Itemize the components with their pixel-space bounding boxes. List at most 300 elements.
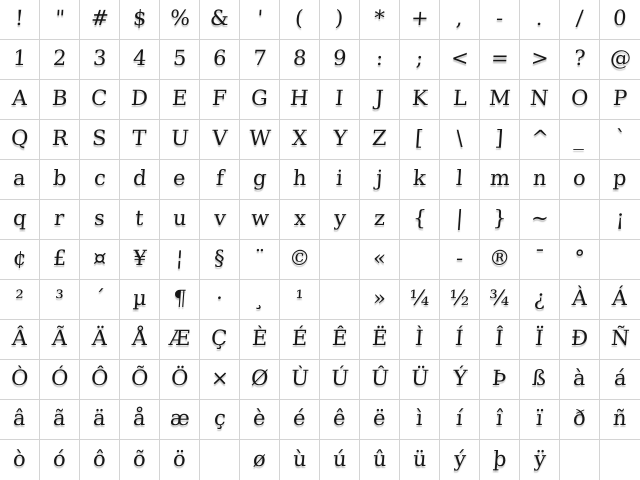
glyph: l: [455, 166, 464, 190]
glyph-cell[interactable]: [560, 0, 600, 40]
glyph: á: [613, 366, 628, 390]
glyph-cell[interactable]: [160, 0, 200, 40]
glyph-cell[interactable]: [320, 80, 360, 120]
glyph-cell[interactable]: [520, 240, 560, 280]
glyph-cell[interactable]: [480, 280, 520, 320]
glyph-cell[interactable]: [80, 320, 120, 360]
glyph-cell[interactable]: [480, 360, 520, 400]
glyph: ¯: [533, 246, 546, 270]
glyph-cell[interactable]: [120, 120, 160, 160]
glyph-cell[interactable]: [280, 0, 320, 40]
glyph: {: [412, 206, 428, 230]
glyph: c: [92, 166, 107, 190]
glyph-cell[interactable]: [160, 440, 200, 480]
glyph-cell[interactable]: [280, 360, 320, 400]
glyph: ·: [215, 286, 224, 310]
glyph: »: [372, 286, 387, 310]
glyph: V: [211, 126, 229, 150]
glyph-cell[interactable]: [240, 440, 280, 480]
glyph: B: [51, 86, 69, 110]
glyph: §: [213, 246, 226, 270]
glyph-cell[interactable]: [160, 160, 200, 200]
glyph: N: [529, 86, 550, 110]
glyph-cell[interactable]: [400, 40, 440, 80]
glyph-cell[interactable]: [200, 120, 240, 160]
glyph: ": [53, 6, 66, 30]
glyph: ¡: [615, 206, 626, 230]
glyph-cell[interactable]: [200, 280, 240, 320]
glyph: Ã: [51, 326, 69, 350]
glyph-cell[interactable]: [440, 240, 480, 280]
glyph: I: [334, 86, 345, 110]
glyph-cell[interactable]: [40, 240, 80, 280]
glyph-cell[interactable]: [480, 400, 520, 440]
glyph-cell[interactable]: [200, 400, 240, 440]
glyph: v: [212, 206, 227, 230]
glyph-cell[interactable]: [280, 120, 320, 160]
glyph-cell[interactable]: [200, 40, 240, 80]
glyph: L: [451, 86, 468, 110]
glyph-cell[interactable]: [240, 360, 280, 400]
glyph-cell[interactable]: [160, 320, 200, 360]
glyph: M: [488, 86, 512, 110]
glyph-cell[interactable]: [160, 80, 200, 120]
glyph-cell[interactable]: [440, 280, 480, 320]
glyph: z: [373, 206, 386, 230]
glyph: Ù: [289, 366, 310, 390]
glyph: _: [573, 126, 586, 150]
glyph-cell[interactable]: [80, 200, 120, 240]
glyph-cell[interactable]: [80, 120, 120, 160]
glyph-cell[interactable]: [40, 0, 80, 40]
glyph-cell[interactable]: [240, 40, 280, 80]
glyph-cell[interactable]: [200, 0, 240, 40]
glyph: h: [292, 166, 308, 190]
glyph-cell[interactable]: [440, 200, 480, 240]
glyph-cell[interactable]: [520, 40, 560, 80]
glyph-cell[interactable]: [80, 0, 120, 40]
glyph: ¥: [132, 246, 148, 270]
glyph-cell[interactable]: [520, 400, 560, 440]
glyph-cell[interactable]: [160, 200, 200, 240]
glyph: æ: [168, 406, 191, 430]
glyph-cell[interactable]: [0, 320, 40, 360]
glyph: é: [292, 406, 307, 430]
glyph: ^: [529, 126, 550, 150]
glyph-cell[interactable]: [360, 360, 400, 400]
glyph-cell[interactable]: [400, 320, 440, 360]
glyph-cell[interactable]: [400, 360, 440, 400]
glyph-cell[interactable]: [400, 400, 440, 440]
glyph-cell[interactable]: [120, 320, 160, 360]
glyph: 4: [132, 46, 148, 70]
glyph: å: [132, 406, 147, 430]
glyph: î: [495, 406, 504, 430]
glyph: W: [247, 126, 272, 150]
glyph-cell[interactable]: [400, 120, 440, 160]
glyph: 7: [252, 46, 268, 70]
glyph-cell[interactable]: [120, 400, 160, 440]
glyph-cell[interactable]: [440, 440, 480, 480]
glyph-cell[interactable]: [0, 120, 40, 160]
glyph: Ú: [329, 366, 350, 390]
glyph-cell[interactable]: [120, 240, 160, 280]
glyph-cell[interactable]: [120, 40, 160, 80]
glyph: /: [575, 6, 584, 30]
glyph-cell[interactable]: [240, 320, 280, 360]
glyph: D: [130, 86, 149, 110]
glyph-cell[interactable]: [440, 0, 480, 40]
glyph-cell[interactable]: [400, 160, 440, 200]
glyph: ×: [209, 366, 230, 390]
glyph-cell[interactable]: [360, 40, 400, 80]
glyph-cell[interactable]: [280, 200, 320, 240]
glyph-cell[interactable]: [520, 120, 560, 160]
glyph-cell[interactable]: [360, 400, 400, 440]
glyph-cell[interactable]: [120, 280, 160, 320]
glyph-cell[interactable]: [360, 320, 400, 360]
glyph-cell[interactable]: [480, 80, 520, 120]
glyph: n: [532, 166, 548, 190]
glyph-cell[interactable]: [280, 160, 320, 200]
glyph-cell[interactable]: [520, 0, 560, 40]
glyph-cell[interactable]: [480, 0, 520, 40]
glyph: Ø: [250, 366, 270, 390]
glyph-cell[interactable]: [400, 280, 440, 320]
glyph: P: [612, 86, 629, 110]
glyph-cell[interactable]: [600, 80, 640, 120]
glyph: 1: [12, 46, 28, 70]
glyph: ö: [172, 446, 187, 471]
glyph-cell[interactable]: [400, 0, 440, 40]
glyph: ü: [412, 446, 428, 471]
glyph-cell[interactable]: [120, 80, 160, 120]
glyph-cell[interactable]: [600, 400, 640, 440]
glyph: #: [89, 6, 110, 30]
glyph-cell[interactable]: [440, 320, 480, 360]
glyph: Y: [331, 126, 348, 150]
glyph: Q: [10, 126, 30, 150]
glyph-cell[interactable]: [200, 360, 240, 400]
glyph-cell[interactable]: [520, 280, 560, 320]
glyph-cell[interactable]: [80, 240, 120, 280]
glyph-cell[interactable]: [40, 200, 80, 240]
glyph-cell[interactable]: [520, 80, 560, 120]
glyph: Ä: [91, 326, 109, 350]
glyph-cell[interactable]: [0, 160, 40, 200]
glyph: f: [214, 166, 225, 190]
glyph: ©: [288, 246, 311, 270]
glyph-cell[interactable]: [560, 320, 600, 360]
glyph-cell[interactable]: [560, 160, 600, 200]
glyph-cell[interactable]: [80, 40, 120, 80]
glyph-cell[interactable]: [80, 280, 120, 320]
glyph-cell[interactable]: [80, 360, 120, 400]
glyph: À: [571, 286, 589, 310]
glyph-cell[interactable]: [240, 0, 280, 40]
glyph-cell[interactable]: [40, 320, 80, 360]
glyph-cell[interactable]: [160, 40, 200, 80]
glyph-cell[interactable]: [0, 280, 40, 320]
glyph: w: [249, 206, 270, 230]
glyph-cell[interactable]: [240, 280, 280, 320]
glyph-cell[interactable]: [240, 400, 280, 440]
glyph-cell-empty[interactable]: [560, 200, 600, 240]
glyph: Õ: [130, 366, 150, 390]
glyph-cell[interactable]: [600, 0, 640, 40]
glyph: «: [372, 246, 387, 270]
glyph-cell[interactable]: [160, 120, 200, 160]
glyph: à: [572, 366, 587, 390]
glyph: x: [292, 206, 307, 230]
glyph-cell[interactable]: [360, 120, 400, 160]
glyph-cell-empty[interactable]: [200, 440, 240, 480]
glyph-cell[interactable]: [40, 280, 80, 320]
glyph-cell[interactable]: [40, 360, 80, 400]
glyph: (: [294, 6, 305, 30]
glyph: }: [492, 206, 508, 230]
glyph-cell[interactable]: [120, 0, 160, 40]
glyph-cell[interactable]: [360, 280, 400, 320]
glyph-cell[interactable]: [280, 320, 320, 360]
glyph-cell[interactable]: [400, 80, 440, 120]
glyph-cell[interactable]: [0, 0, 40, 40]
glyph: ô: [92, 446, 107, 471]
glyph: <: [449, 46, 470, 70]
glyph-cell[interactable]: [320, 40, 360, 80]
glyph: E: [171, 86, 189, 110]
glyph: Î: [494, 326, 505, 350]
glyph-cell[interactable]: [360, 200, 400, 240]
glyph-cell[interactable]: [120, 360, 160, 400]
glyph: @: [608, 46, 632, 70]
glyph-cell[interactable]: [80, 80, 120, 120]
glyph: |: [455, 206, 464, 230]
glyph-cell[interactable]: [560, 360, 600, 400]
glyph: 2: [52, 46, 68, 70]
glyph: &: [209, 6, 230, 30]
glyph: ÿ: [532, 446, 547, 471]
glyph: ): [334, 6, 345, 30]
glyph-cell[interactable]: [480, 120, 520, 160]
glyph-cell[interactable]: [600, 160, 640, 200]
glyph-cell[interactable]: [440, 80, 480, 120]
glyph: Ô: [90, 366, 110, 390]
glyph: \: [455, 126, 464, 150]
glyph: ä: [92, 406, 107, 430]
glyph: ~: [529, 206, 550, 230]
glyph-cell[interactable]: [560, 120, 600, 160]
glyph: ´: [93, 286, 106, 310]
glyph-cell[interactable]: [0, 200, 40, 240]
glyph-cell[interactable]: [160, 240, 200, 280]
glyph: Æ: [168, 326, 191, 350]
glyph-cell[interactable]: [80, 160, 120, 200]
glyph: k: [412, 166, 427, 190]
glyph-cell[interactable]: [40, 160, 80, 200]
glyph-cell[interactable]: [0, 240, 40, 280]
glyph-cell[interactable]: [240, 160, 280, 200]
glyph-cell[interactable]: [200, 160, 240, 200]
glyph: È: [251, 326, 269, 350]
glyph: í: [455, 406, 464, 430]
glyph-cell[interactable]: [80, 440, 120, 480]
glyph-cell[interactable]: [480, 160, 520, 200]
glyph-cell[interactable]: [560, 240, 600, 280]
glyph-cell-empty[interactable]: [600, 440, 640, 480]
glyph-cell[interactable]: [320, 320, 360, 360]
glyph: A: [11, 86, 29, 110]
glyph: ²: [14, 286, 25, 310]
glyph: Ê: [331, 326, 349, 350]
glyph-cell-empty[interactable]: [560, 440, 600, 480]
glyph-cell[interactable]: [560, 80, 600, 120]
glyph: þ: [492, 446, 508, 471]
glyph-cell[interactable]: [520, 440, 560, 480]
glyph-cell-empty[interactable]: [320, 280, 360, 320]
glyph-cell-empty[interactable]: [320, 240, 360, 280]
glyph-cell[interactable]: [520, 320, 560, 360]
glyph-cell[interactable]: [320, 400, 360, 440]
glyph-cell[interactable]: [40, 40, 80, 80]
glyph-cell[interactable]: [600, 320, 640, 360]
glyph-cell[interactable]: [120, 160, 160, 200]
glyph: a: [12, 166, 27, 190]
glyph-cell[interactable]: [120, 440, 160, 480]
glyph-cell[interactable]: [360, 160, 400, 200]
glyph: £: [52, 246, 68, 270]
glyph-cell[interactable]: [360, 440, 400, 480]
glyph: *: [373, 6, 386, 30]
glyph-cell[interactable]: [320, 200, 360, 240]
glyph: ¸: [253, 286, 266, 310]
glyph: %: [168, 6, 191, 30]
glyph-cell[interactable]: [80, 400, 120, 440]
glyph-cell[interactable]: [280, 240, 320, 280]
glyph-cell[interactable]: [280, 40, 320, 80]
glyph-cell[interactable]: [0, 440, 40, 480]
glyph-cell[interactable]: [520, 160, 560, 200]
glyph-cell[interactable]: [480, 40, 520, 80]
glyph-cell[interactable]: [240, 240, 280, 280]
glyph-cell[interactable]: [360, 0, 400, 40]
glyph-cell[interactable]: [280, 400, 320, 440]
glyph-cell[interactable]: [160, 360, 200, 400]
glyph: $: [132, 6, 148, 30]
glyph: g: [252, 166, 268, 190]
glyph-cell[interactable]: [0, 40, 40, 80]
glyph: Á: [611, 286, 629, 310]
glyph-cell[interactable]: [480, 320, 520, 360]
glyph: T: [131, 126, 148, 150]
glyph: O: [570, 86, 590, 110]
glyph-cell[interactable]: [320, 360, 360, 400]
glyph-cell[interactable]: [320, 160, 360, 200]
glyph-cell[interactable]: [320, 0, 360, 40]
glyph-cell[interactable]: [40, 440, 80, 480]
glyph-cell[interactable]: [520, 200, 560, 240]
glyph: =: [489, 46, 510, 70]
glyph: 5: [172, 46, 188, 70]
glyph: Z: [371, 126, 388, 150]
glyph-cell[interactable]: [240, 80, 280, 120]
glyph: H: [289, 86, 310, 110]
glyph: Ð: [570, 326, 589, 350]
glyph-cell[interactable]: [40, 120, 80, 160]
glyph-cell[interactable]: [480, 440, 520, 480]
glyph-cell[interactable]: [280, 440, 320, 480]
glyph-cell[interactable]: [600, 120, 640, 160]
glyph-cell[interactable]: [200, 320, 240, 360]
glyph: m: [488, 166, 511, 190]
glyph: É: [291, 326, 309, 350]
glyph-cell[interactable]: [560, 40, 600, 80]
glyph: 0: [612, 6, 628, 30]
glyph-cell-empty[interactable]: [600, 240, 640, 280]
glyph-cell[interactable]: [40, 80, 80, 120]
glyph-cell[interactable]: [440, 360, 480, 400]
glyph-cell[interactable]: [280, 80, 320, 120]
glyph-cell[interactable]: [280, 280, 320, 320]
glyph-cell[interactable]: [0, 360, 40, 400]
glyph-cell[interactable]: [600, 280, 640, 320]
glyph: µ: [131, 286, 148, 310]
glyph-cell[interactable]: [160, 280, 200, 320]
glyph-cell[interactable]: [0, 80, 40, 120]
glyph: p: [612, 166, 628, 190]
glyph-cell[interactable]: [480, 200, 520, 240]
glyph-cell[interactable]: [560, 280, 600, 320]
glyph-cell[interactable]: [600, 360, 640, 400]
glyph-cell[interactable]: [440, 120, 480, 160]
glyph-cell[interactable]: [120, 200, 160, 240]
glyph-cell[interactable]: [200, 80, 240, 120]
glyph: s: [93, 206, 106, 230]
glyph-cell[interactable]: [0, 400, 40, 440]
glyph-cell[interactable]: [520, 360, 560, 400]
glyph: y: [332, 206, 347, 230]
glyph-cell[interactable]: [40, 400, 80, 440]
glyph-cell[interactable]: [400, 200, 440, 240]
glyph: ñ: [612, 406, 628, 430]
glyph: ë: [372, 406, 387, 430]
glyph-cell[interactable]: [200, 240, 240, 280]
glyph: ¾: [488, 286, 511, 310]
glyph-cell[interactable]: [320, 120, 360, 160]
glyph-cell[interactable]: [360, 240, 400, 280]
glyph-cell[interactable]: [440, 160, 480, 200]
glyph-cell[interactable]: [400, 440, 440, 480]
glyph-cell[interactable]: [320, 440, 360, 480]
glyph: q: [12, 206, 28, 230]
glyph-cell[interactable]: [360, 80, 400, 120]
glyph-cell[interactable]: [600, 200, 640, 240]
glyph-cell[interactable]: [440, 40, 480, 80]
glyph: >: [529, 46, 550, 70]
glyph-cell[interactable]: [480, 240, 520, 280]
glyph-cell[interactable]: [440, 400, 480, 440]
glyph-cell[interactable]: [600, 40, 640, 80]
glyph-cell-empty[interactable]: [400, 240, 440, 280]
glyph: ¨: [253, 246, 266, 270]
glyph: d: [132, 166, 148, 190]
glyph-cell[interactable]: [200, 200, 240, 240]
glyph: r: [53, 206, 66, 230]
glyph-cell[interactable]: [560, 400, 600, 440]
glyph-cell[interactable]: [160, 400, 200, 440]
glyph-cell[interactable]: [240, 200, 280, 240]
glyph-cell[interactable]: [240, 120, 280, 160]
